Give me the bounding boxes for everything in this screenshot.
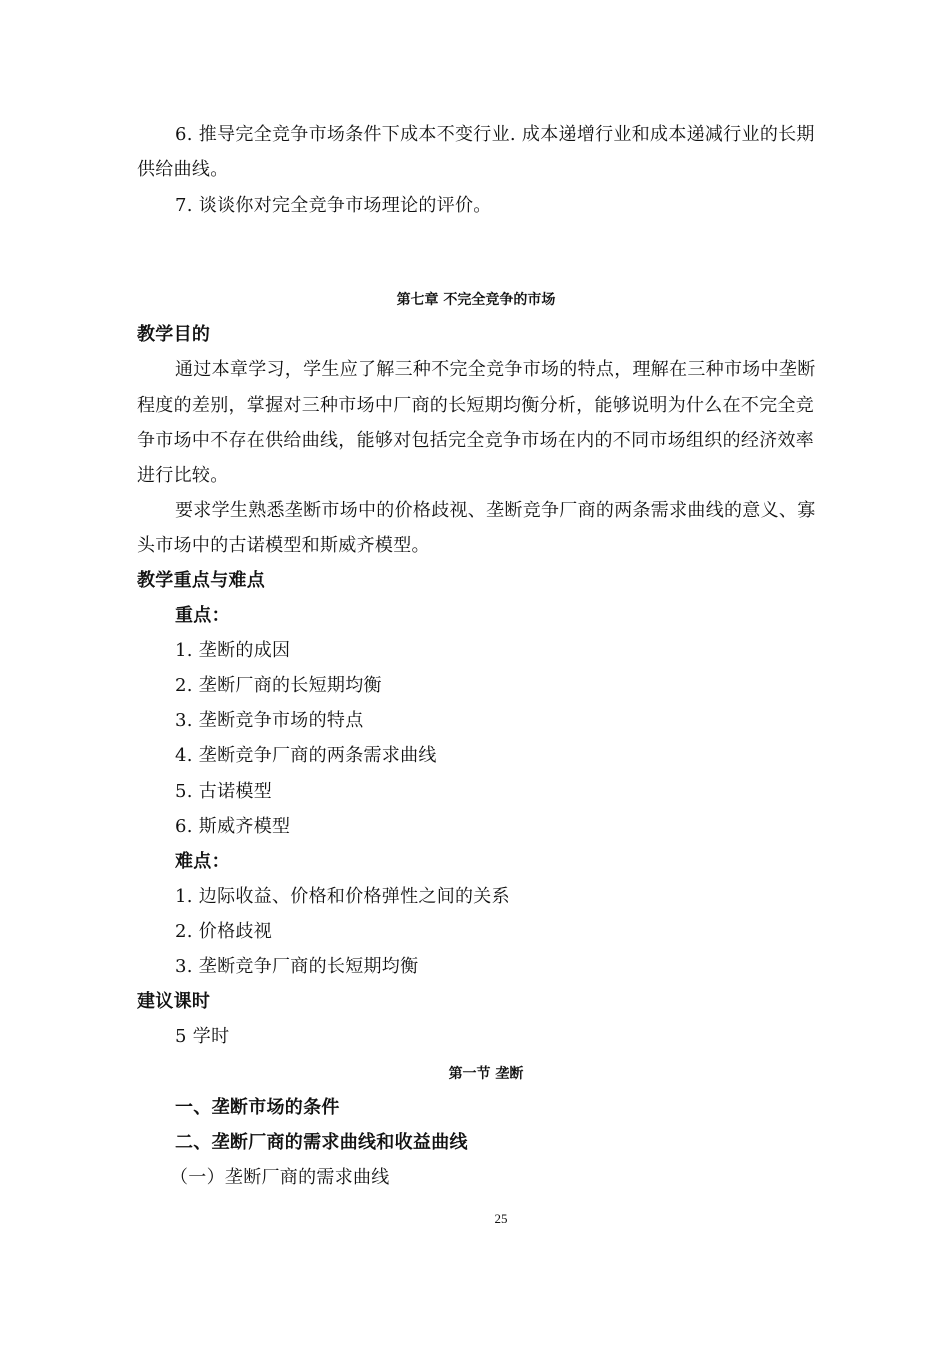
key-points-heading: 教学重点与难点 bbox=[137, 570, 266, 591]
objectives-paragraph-1-line-3: 争市场中不存在供给曲线，能够对包括完全竞争市场在内的不同市场组织的经济效率 bbox=[137, 430, 815, 451]
chapter-title: 第七章 不完全竞争的市场 bbox=[396, 292, 556, 308]
page-number: 25 bbox=[494, 1211, 508, 1226]
objectives-heading: 教学目的 bbox=[137, 324, 211, 345]
focus-item: 2. 垄断厂商的长短期均衡 bbox=[175, 675, 382, 696]
hours-heading: 建议课时 bbox=[137, 991, 211, 1012]
section-subheading-1: 一、垄断市场的条件 bbox=[175, 1097, 340, 1118]
difficulty-label: 难点： bbox=[175, 851, 230, 872]
question-7: 7. 谈谈你对完全竞争市场理论的评价。 bbox=[175, 195, 492, 216]
objectives-paragraph-1-line-1: 通过本章学习，学生应了解三种不完全竞争市场的特点，理解在三种市场中垄断 bbox=[175, 359, 816, 380]
focus-item: 6. 斯威齐模型 bbox=[175, 816, 291, 837]
difficulty-item: 3. 垄断竞争厂商的长短期均衡 bbox=[175, 956, 419, 977]
section-title: 第一节 垄断 bbox=[448, 1066, 524, 1082]
focus-item: 1. 垄断的成因 bbox=[175, 640, 291, 661]
objectives-paragraph-1-line-2: 程度的差别，掌握对三种市场中厂商的长短期均衡分析，能够说明为什么在不完全竞 bbox=[137, 395, 815, 416]
question-6-line-2: 供给曲线。 bbox=[137, 159, 229, 180]
difficulty-item: 1. 边际收益、价格和价格弹性之间的关系 bbox=[175, 886, 510, 907]
hours-value: 5 学时 bbox=[175, 1026, 230, 1047]
focus-label: 重点： bbox=[175, 605, 230, 626]
difficulty-item: 2. 价格歧视 bbox=[175, 921, 272, 942]
question-6-line-1: 6. 推导完全竞争市场条件下成本不变行业. 成本递增行业和成本递减行业的长期 bbox=[175, 124, 815, 145]
objectives-paragraph-1-line-4: 进行比较。 bbox=[137, 465, 229, 486]
focus-item: 5. 古诺模型 bbox=[175, 781, 272, 802]
section-subheading-2-1: （一）垄断厂商的需求曲线 bbox=[170, 1167, 390, 1188]
objectives-paragraph-2-line-2: 头市场中的古诺模型和斯威齐模型。 bbox=[137, 535, 430, 556]
section-subheading-2: 二、垄断厂商的需求曲线和收益曲线 bbox=[175, 1132, 468, 1153]
focus-item: 3. 垄断竞争市场的特点 bbox=[175, 710, 364, 731]
objectives-paragraph-2-line-1: 要求学生熟悉垄断市场中的价格歧视、垄断竞争厂商的两条需求曲线的意义、寡 bbox=[175, 500, 816, 521]
focus-item: 4. 垄断竞争厂商的两条需求曲线 bbox=[175, 745, 437, 766]
